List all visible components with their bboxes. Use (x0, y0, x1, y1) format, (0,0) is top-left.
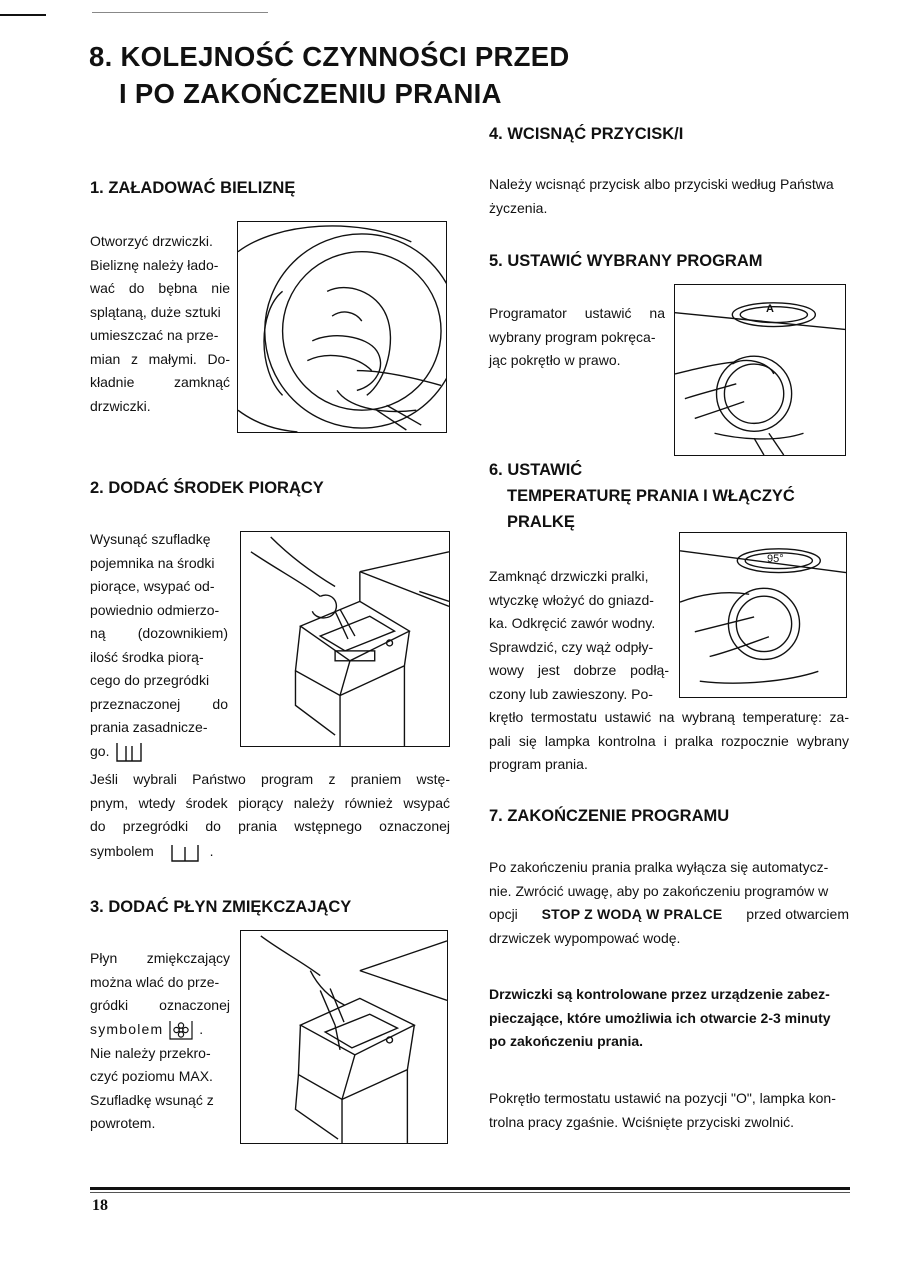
section-6-text: Zamknąć drzwiczki pralki, wtyczkę włożyć do gniazd- ka. Odkręcić zawór wodny. Sprawdzić, czy wąż odpły- wowy jest dobrze podłą- czony lub zawieszony. Po- (489, 568, 669, 702)
section-6-heading-line-1: 6. USTAWIĆ (489, 461, 583, 479)
figure-softener-pouring (240, 930, 448, 1144)
section-4-heading: 4. WCISNĄĆ PRZYCISK/I (489, 125, 684, 143)
section-2-heading: 2. DODAĆ ŚRODEK PIORĄCY (90, 479, 324, 497)
section-7-paragraph-1: Po zakończeniu prania pralka wyłącza się automatycz- nie. Zwrócić uwagę, aby po zakończeniu programów w opcji STOP Z WODĄ W PRALCE przed otwarciem drzwiczek wypompować wodę. (489, 859, 849, 946)
page-title-line-2: I PO ZAKOŃCZENIU PRANIA (119, 78, 502, 109)
section-6-text-full: krętło termostatu ustawić na wybraną temperaturę: za- pali się lampka kontrolna i pralka rozpocznie wybrany program prania. (489, 709, 849, 772)
section-6-heading-line-2: TEMPERATURĘ PRANIA I WŁĄCZYĆ (507, 487, 795, 505)
dial-label-temperature: 95° (767, 553, 784, 565)
section-7-warning: Drzwiczki są kontrolowane przez urządzenie zabez- pieczające, które umożliwia ich otwarcie 2-3 minuty po zakończeniu prania. (489, 986, 831, 1049)
section-2-text-full: Jeśli wybrali Państwo program z praniem wstę- pnym, wtedy środek piorący należy również wsypać do przegródki do prania wstępnego oznaczonej symbolem . (90, 768, 450, 863)
top-mark-rule (92, 12, 268, 13)
top-mark-left (0, 14, 46, 16)
softener-flower-icon (167, 1018, 195, 1042)
figure-program-dial (674, 284, 846, 456)
section-6-heading-line-3: PRALKĘ (507, 513, 575, 531)
section-5-heading: 5. USTAWIĆ WYBRANY PROGRAM (489, 252, 763, 270)
section-3-heading: 3. DODAĆ PŁYN ZMIĘKCZAJĄCY (90, 898, 352, 916)
footer-rule-thin (90, 1192, 850, 1193)
section-7-heading: 7. ZAKOŃCZENIE PROGRAMU (489, 807, 730, 825)
section-4-text: Należy wcisnąć przycisk albo przyciski według Państwa życzenia. (489, 176, 834, 216)
figure-temperature-dial (679, 532, 847, 698)
prewash-compartment-icon (166, 841, 206, 863)
section-7-paragraph-3: Pokrętło termostatu ustawić na pozycji "O", lampka kon- trolna pracy zgaśnie. Wciśnięte przyciski zwolnić. (489, 1090, 836, 1130)
section-1-heading: 1. ZAŁADOWAĆ BIELIZNĘ (90, 179, 296, 197)
section-2-text: Wysunąć szufladkę pojemnika na środki piorące, wsypać od- powiednio odmierzo- ną (dozownikiem) ilość środka piorą- cego do przegródki przeznaczonej do prania zasadnicze- go. (90, 528, 228, 763)
section-3-text: Płyn zmiękczający można wlać do prze- gródki oznaczonej symbolem . Nie należy przekro- czyć poziomu MAX. Szufladkę wsunąć z powrotem. (90, 950, 230, 1132)
page-number: 18 (92, 1197, 108, 1214)
main-wash-compartment-icon (113, 741, 145, 763)
figure-detergent-drawer (240, 531, 450, 747)
footer-rule (90, 1187, 850, 1190)
figure-loading-laundry (237, 221, 447, 433)
section-5-text: Programator ustawić na wybrany program pokręca- jąc pokrętło w prawo. (489, 305, 665, 368)
dial-label-program: A (766, 303, 774, 315)
section-1-text: Otworzyć drzwiczki. Bieliznę należy łado- wać do bębna nie splątaną, duże sztuki umieszczać na prze- mian z małymi. Do- kładnie zamknąć drzwiczki. (90, 233, 230, 414)
page-title-line-1: 8. KOLEJNOŚĆ CZYNNOŚCI PRZED (89, 41, 570, 72)
